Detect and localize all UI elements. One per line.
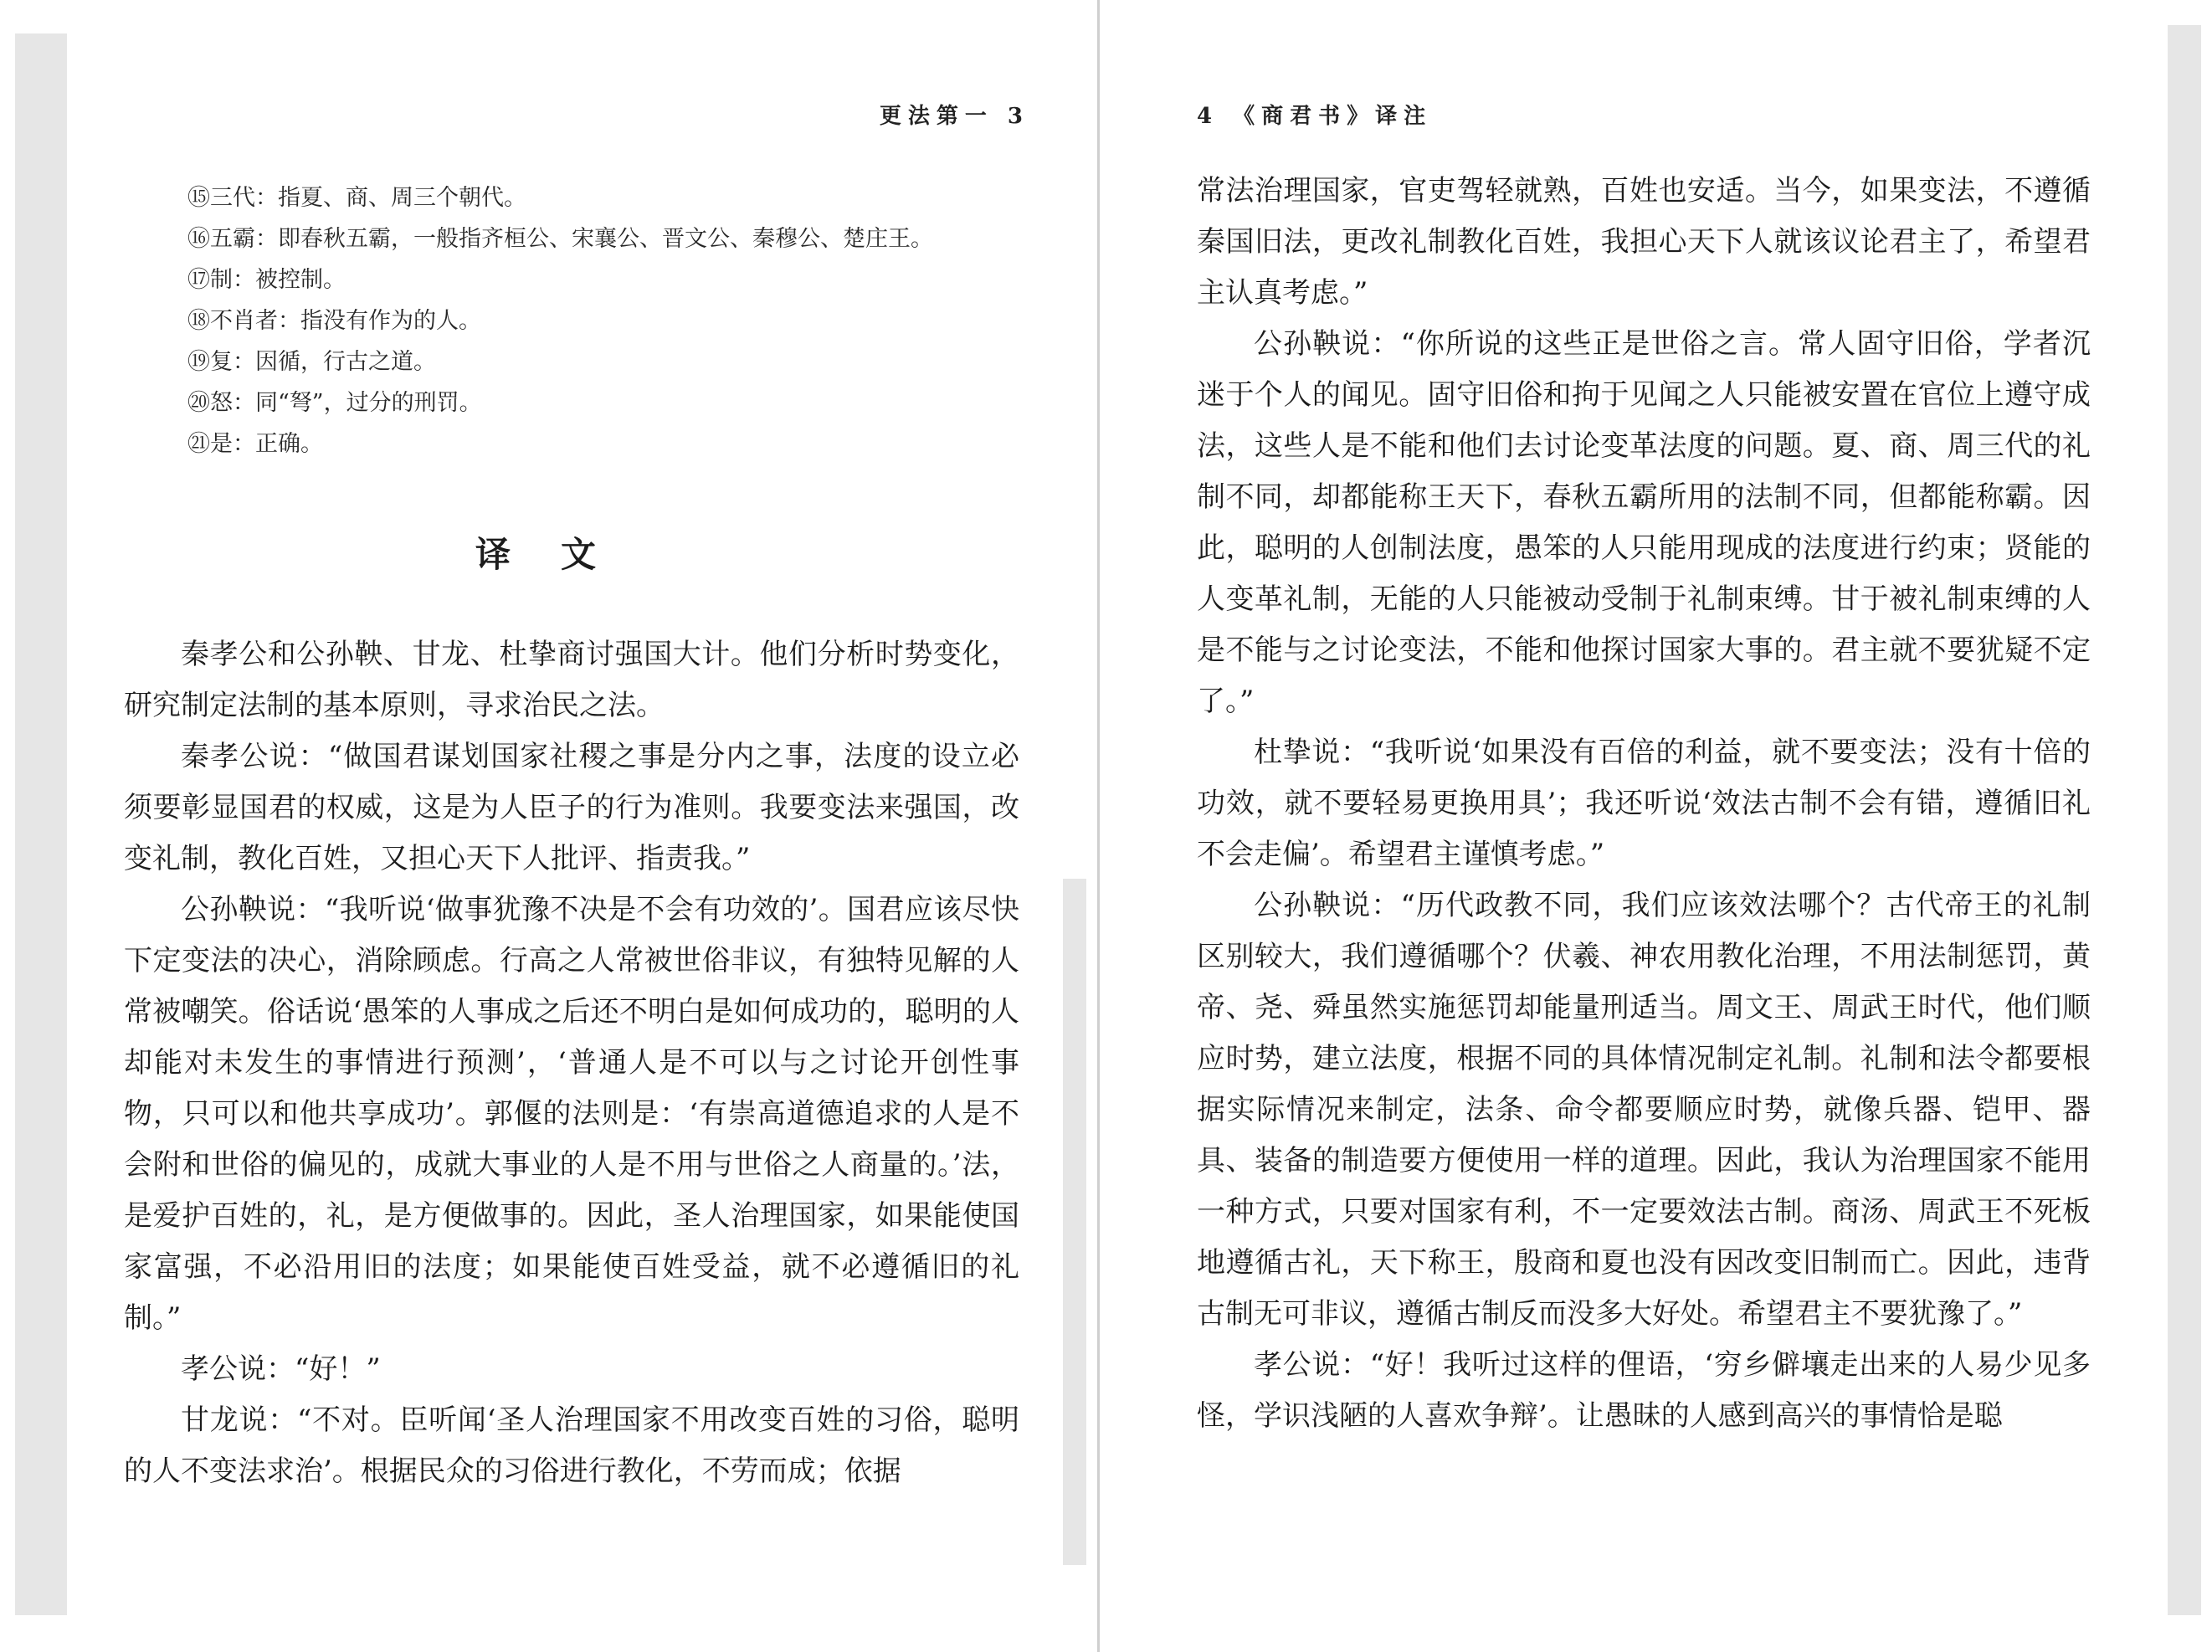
page-header-left: 更法第一 3 bbox=[879, 104, 1029, 129]
paragraph: 孝公说：“好！我听过这样的俚语，‘穷乡僻壤走出来的人易少见多怪，学识浅陋的人喜欢争辩’。让愚昧的人感到高兴的事情恰是聪 bbox=[1197, 1348, 2091, 1433]
center-scan-shade bbox=[1063, 879, 1086, 1565]
footnote: ⑯五霸：即春秋五霸，一般指齐桓公、宋襄公、晋文公、秦穆公、楚庄王。 bbox=[187, 226, 933, 252]
right-scan-edge bbox=[2168, 25, 2201, 1615]
translation-text-left bbox=[124, 629, 1019, 1497]
paragraph: 杜挚说：“我听说‘如果没有百倍的利益，就不要变法；没有十倍的功效，就不要轻易更换用具’；我还听说‘效法古制不会有错，遵循旧礼不会走偏’。希望君主谨慎考虑。” bbox=[1197, 736, 2091, 871]
paragraph: 公孙鞅说：“你所说的这些正是世俗之言。常人固守旧俗，学者沉迷于个人的闻见。固守旧俗和拘于见闻之人只能被安置在官位上遵守成法，这些人是不能和他们去讨论变革法度的问题。夏、商、周三代的礼制不同，却都能称王天下，春秋五霸所用的法制不同，但都能称霸。因此，聪明的人创制法度，愚笨的人只能用现成的法度进行约束；贤能的人变革礼制，无能的人只能被动受制于礼制束缚。甘于被礼制束缚的人是不能与之讨论变法，不能和他探讨国家大事的。君主就不要犹疑不定了。” bbox=[1197, 327, 2091, 718]
translation-text-right bbox=[1197, 166, 2091, 1442]
left-page bbox=[100, 0, 1029, 1652]
section-title: 译文 bbox=[475, 534, 646, 575]
paragraph: 公孙鞅说：“历代政教不同，我们应该效法哪个？古代帝王的礼制区别较大，我们遵循哪个？伏羲、神农用教化治理，不用法制惩罚，黄帝、尧、舜虽然实施惩罚却能量刑适当。周文王、周武王时代，他们顺应时势，建立法度，根据不同的具体情况制定礼制。礼制和法令都要根据实际情况来制定，法条、命令都要顺应时势，就像兵器、铠甲、器具、装备的制造要方便使用一样的道理。因此，我认为治理国家不能用一种方式，只要对国家有利，不一定要效法古制。商汤、周武王不死板地遵循古礼，天下称王，殷商和夏也没有因改变旧制而亡。因此，违背古制无可非议，遵循古制反而没多大好处。希望君主不要犹豫了。” bbox=[1197, 889, 2091, 1331]
page-header-right: 4 《商君书》译注 bbox=[1197, 104, 1433, 129]
footnote: ⑲复：因循，行古之道。 bbox=[187, 349, 436, 375]
paragraph: 秦孝公说：“做国君谋划国家社稷之事是分内之事，法度的设立必须要彰显国君的权威，这是为人臣子的行为准则。我要变法来强国，改变礼制，教化百姓，又担心天下人批评、指责我。” bbox=[124, 740, 1019, 875]
continued-paragraph: 常法治理国家，官吏驾轻就熟，百姓也安适。当今，如果变法，不遵循秦国旧法，更改礼制教化百姓，我担心天下人就该议论君主了，希望君主认真考虑。” bbox=[1197, 174, 2091, 310]
footnote: ⑱不肖者：指没有作为的人。 bbox=[187, 308, 481, 334]
paragraph: 公孙鞅说：“我听说‘做事犹豫不决是不会有功效的’。国君应该尽快下定变法的决心，消除顾虑。行高之人常被世俗非议，有独特见解的人常被嘲笑。俗话说‘愚笨的人事成之后还不明白是如何成功的，聪明的人却能对未发生的事情进行预测’，‘普通人是不可以与之讨论开创性事物，只可以和他共享成功’。郭偃的法则是：‘有崇高道德追求的人是不会附和世俗的偏见的，成就大事业的人是不用与世俗之人商量的。’法，是爱护百姓的，礼，是方便做事的。因此，圣人治理国家，如果能使国家富强，不必沿用旧的法度；如果能使百姓受益，就不必遵循旧的礼制。” bbox=[124, 893, 1019, 1335]
footnote: ⑮三代：指夏、商、周三个朝代。 bbox=[187, 185, 526, 211]
footnote: ⑳怒：同“弩”，过分的刑罚。 bbox=[187, 390, 482, 416]
right-page bbox=[1188, 0, 2092, 1652]
left-scan-edge bbox=[15, 33, 67, 1615]
paragraph: 甘龙说：“不对。臣听闻‘圣人治理国家不用改变百姓的习俗，聪明的人不变法求治’。根据民众的习俗进行教化，不劳而成；依据 bbox=[124, 1403, 1019, 1488]
paragraph: 孝公说：“好！” bbox=[181, 1352, 381, 1386]
footnote: ⑰制：被控制。 bbox=[187, 267, 346, 293]
page-gutter bbox=[1097, 0, 1100, 1652]
paragraph: 秦孝公和公孙鞅、甘龙、杜挚商讨强国大计。他们分析时势变化，研究制定法制的基本原则，寻求治民之法。 bbox=[124, 638, 1019, 722]
footnotes bbox=[187, 177, 1066, 464]
footnote: ㉑是：正确。 bbox=[187, 431, 323, 457]
